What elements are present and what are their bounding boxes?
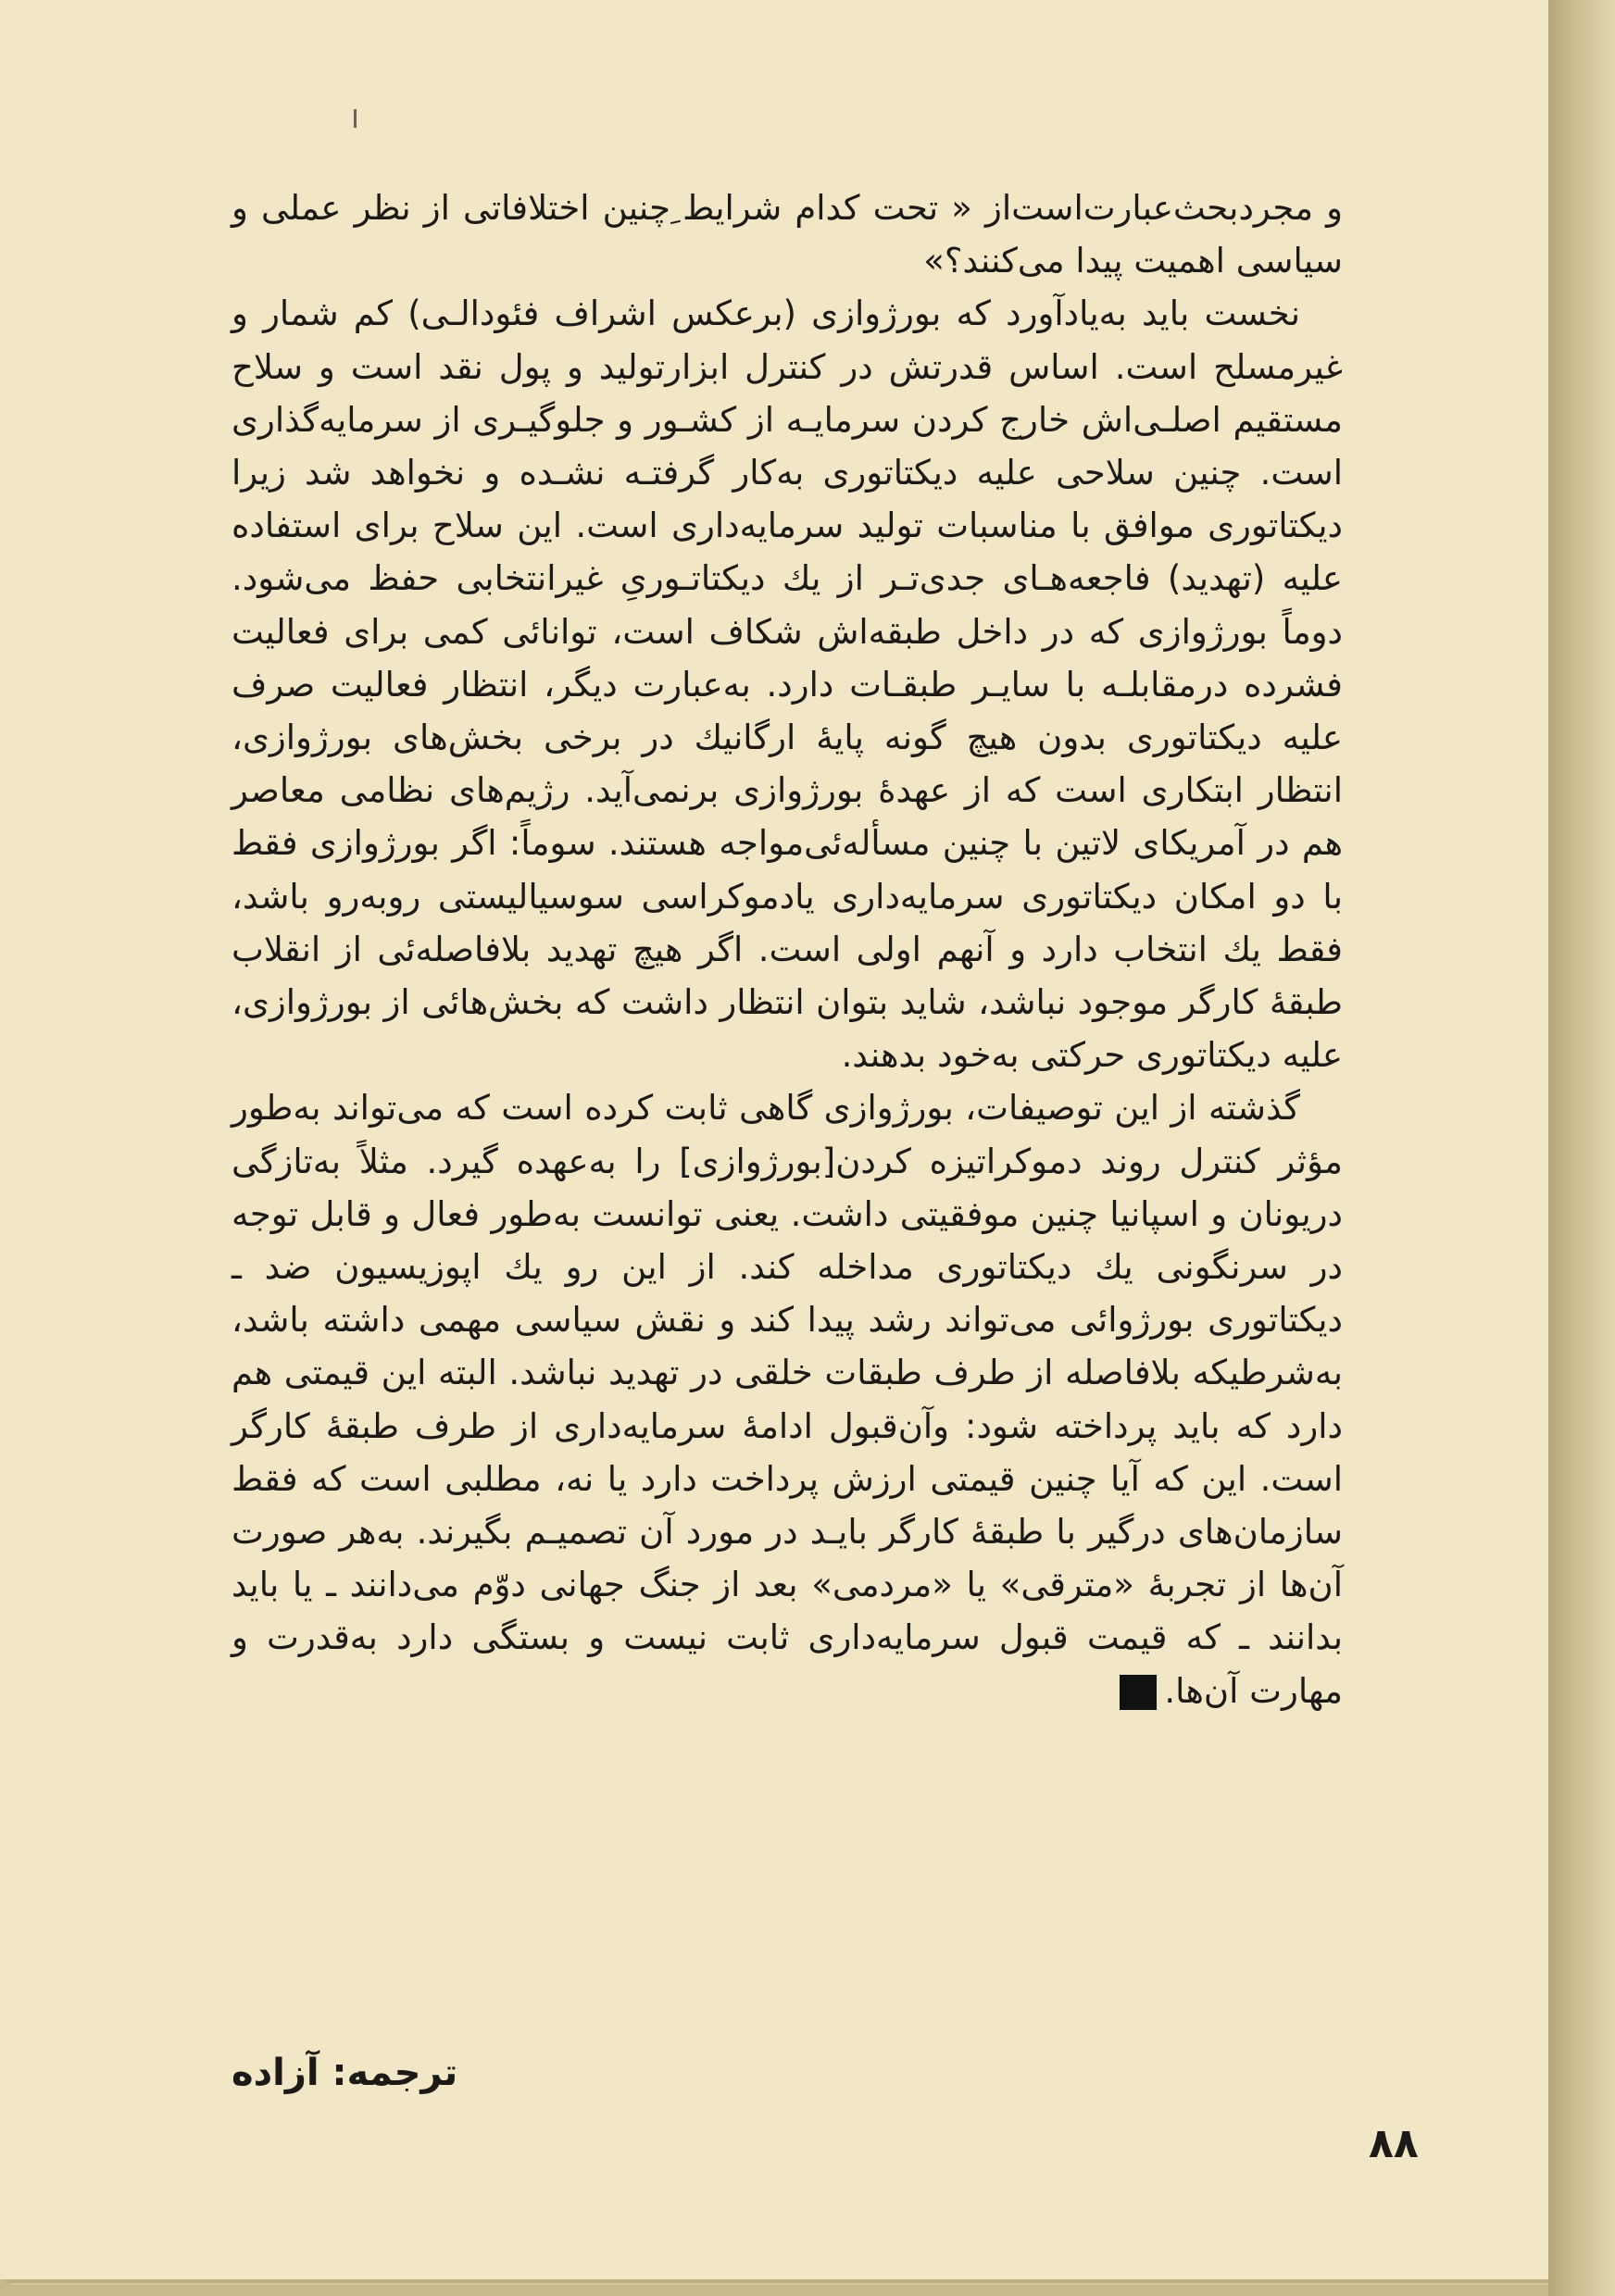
paragraph-3-text: گذشته از این توصیفات، بورژوازی گاهی ثابت کرده است که می‌تواند به‌طور مؤثر کنترل روند دموکراتیزه کردن[بورژوازی] را به‌عهده گیرد. مثلاً به‌تازگی دریونان و اسپانیا چنین موفقیتی داشت. یعنی توانست به‌طور فعال و قابل توجه در سرنگونی یك دیکتاتوری مداخله کند. از این رو یك اپوزیسیون ضد ـ دیکتاتوری بورژوائی می‌تواند رشد پیدا کند و نقش سیاسی مهمی داشته باشد، به‌شرطیکه بلافاصله از طرف طبقات خلقی در تهدید نباشد. البته این قیمتی هم دارد که باید پرداخته شود: وآن‌قبول ادامهٔ سرمایه‌داری از طرف طبقهٔ کارگر است. این که آیا چنین قیمتی ارزش پرداخت دارد یا نه، مطلبی است که فقط سازمان‌های درگیر با طبقهٔ کارگر بایـد در مورد آن تصمیـم بگیرند. به‌هر صورت آن‌ها از تجربهٔ «مترقی» یا «مردمی» بعد از جنگ جهانی دوّم می‌دانند ـ یا باید بدانند ـ که قیمت قبول سرمایه‌داری ثابت نیست و بستگی دارد به‌قدرت و مهارت آن‌ها. (232, 1088, 1343, 1711)
end-of-article-mark-icon (1120, 1675, 1157, 1710)
translator-credit: ترجمه: آزاده (232, 2052, 458, 2094)
article-body (232, 181, 1343, 1717)
paragraph-2: نخست باید به‌یادآورد که بورژوازی (برعکس اشراف فئودالـی) کم شمار و غیرمسلح است. اساس قدرتش در کنترل ابزارتولید و پول نقد است و سلاح مستقیم اصلـی‌اش خارج کردن سرمایـه از کشـور و جلوگیـری از سرمایه‌گذاری است. چنین سلاحی علیه دیکتاتوری به‌کار گرفتـه نشـده و نخواهد شد زیرا دیکتاتوری موافق با مناسبات تولید سرمایه‌داری است. این سلاح برای استفاده علیه (تهدید) فاجعه‌هـای جدی‌تـر از یك دیکتاتـوریِ غیرانتخابی حفظ می‌شود. دوماً بورژوازی که در داخل طبقه‌اش شکاف است، توانائی کمی برای فعالیت فشرده درمقابلـه با سایـر طبقـات دارد. به‌عبارت دیگر، انتظار فعالیت صرف علیه دیکتاتوری بدون هیچ گونه پایهٔ ارگانیك در برخی بخش‌های بورژوازی، انتظار ابتکاری است که از عهدهٔ بورژوازی برنمی‌آید. رژیم‌های نظامی معاصر هم در آمریکای لاتین با چنین مسأله‌ئی‌مواجه هستند. سوماً: اگر بورژوازی فقط با دو امکان دیکتاتوری سرمایه‌داری یادموکراسی سوسیالیستی روبه‌رو باشد، فقط یك انتخاب دارد و آنهم اولی است. اگر هیچ تهدید بلافاصله‌ئی از انقلاب طبقهٔ کارگر موجود نباشد، شاید بتوان انتظار داشت که بخش‌هائی از بورژوازی، علیه دیکتاتوری حرکتی به‌خود بدهند. (232, 293, 1343, 1076)
page-number: ۸۸ (1369, 2120, 1419, 2167)
paragraph-3 (232, 1081, 1343, 1716)
paragraph-1: و مجردبحث‌عبارت‌است‌از « تحت کدام شرایط ِچنین اختلافاتی از نظر عملی و سیاسی اهمیت پیدا می‌کنند؟» (232, 188, 1343, 281)
page-edge (1548, 0, 1615, 2296)
print-speck (354, 109, 357, 128)
